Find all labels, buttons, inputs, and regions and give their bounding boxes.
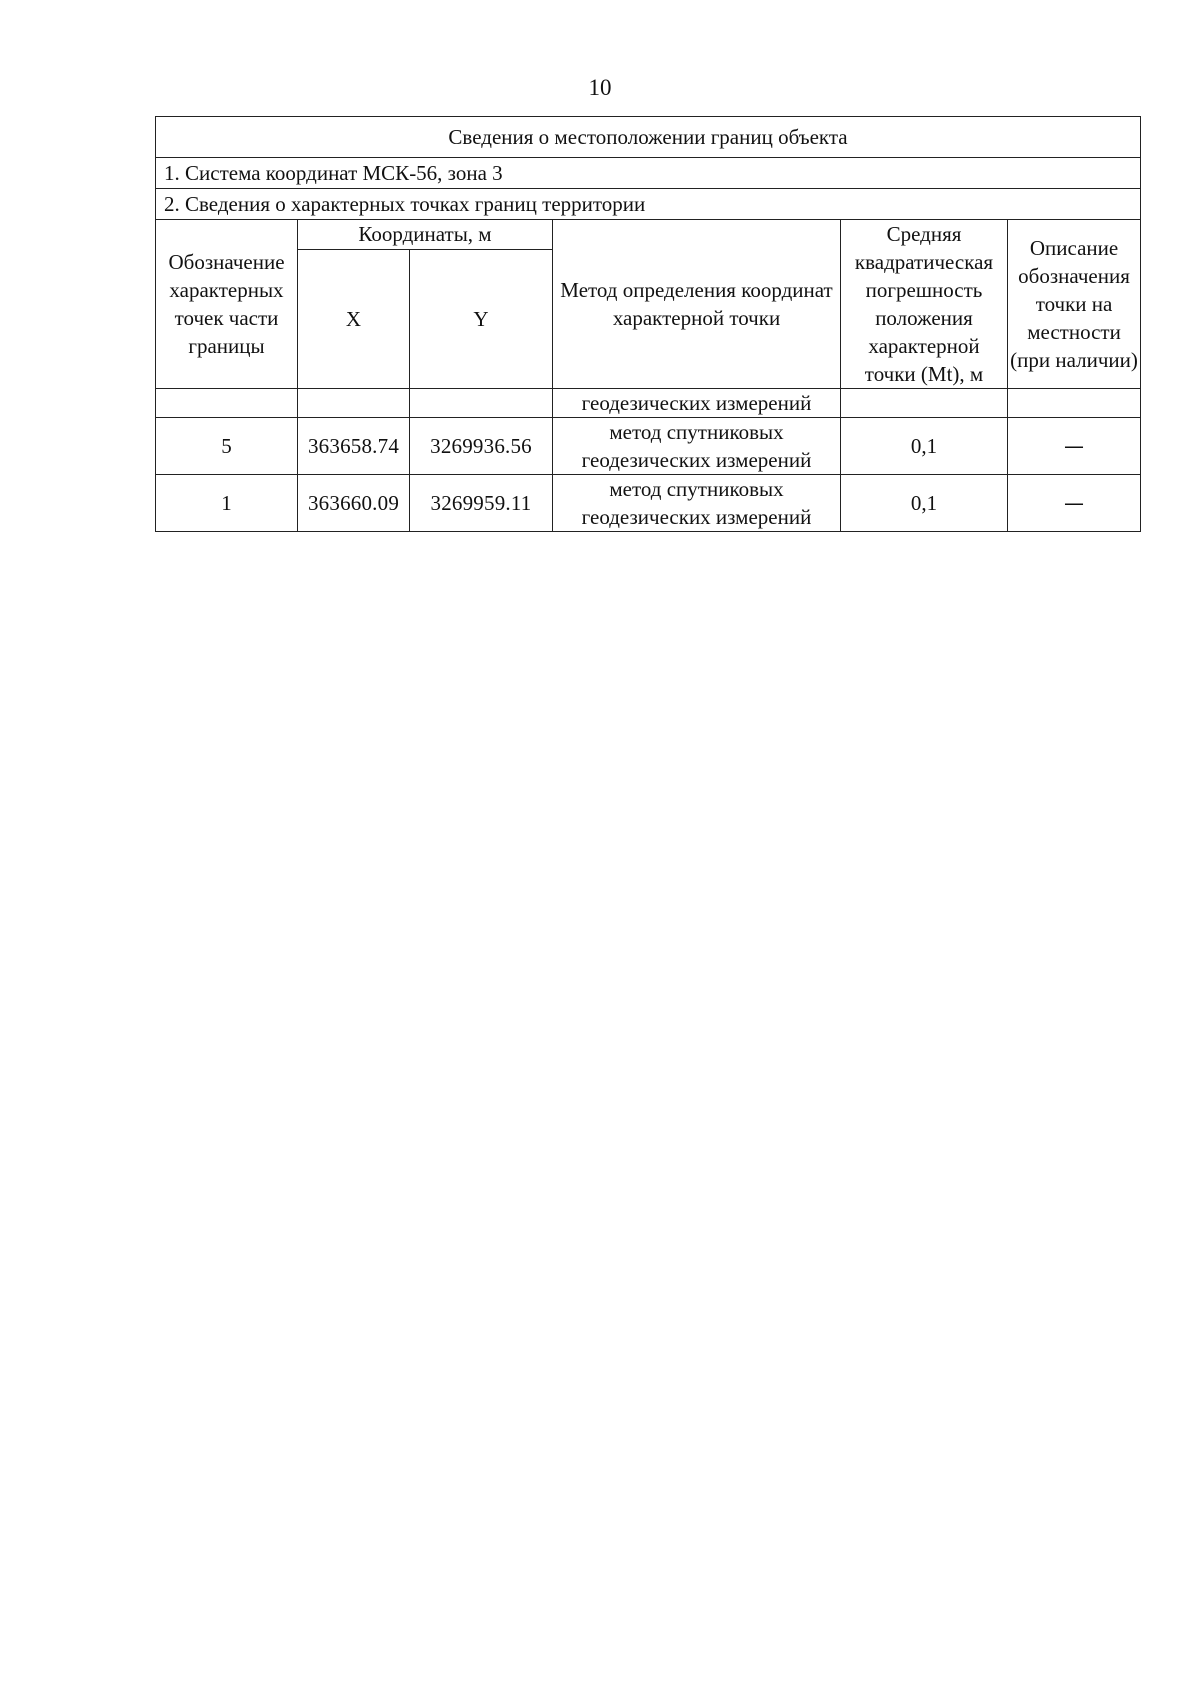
description-cell: — — [1008, 418, 1141, 475]
coordinate-y: 3269936.56 — [410, 418, 553, 475]
header-method: Метод определения координат характерной точки — [553, 220, 841, 389]
table-row — [156, 475, 1141, 532]
description-cell: — — [1008, 475, 1141, 532]
method-cell: метод спутниковых геодезических измерений — [553, 418, 841, 475]
continuation-row — [156, 389, 1141, 418]
header-error: Средняя квадратическая погрешность положения характерной точки (Mt), м — [841, 220, 1008, 389]
coordinate-x: 363660.09 — [298, 475, 410, 532]
continuation-method: геодезических измерений — [553, 389, 841, 418]
table-cell-empty — [841, 389, 1008, 418]
boundary-coordinates-table — [155, 116, 1141, 532]
header-point-designation: Обозначение характерных точек части границы — [156, 220, 298, 389]
page-number: 10 — [588, 75, 612, 100]
table-cell-empty — [298, 389, 410, 418]
coordinate-system-line: 1. Система координат МСК-56, зона 3 — [156, 158, 1141, 189]
header-y: Y — [410, 249, 553, 388]
coordinate-x: 363658.74 — [298, 418, 410, 475]
coordinate-y: 3269959.11 — [410, 475, 553, 532]
error-cell: 0,1 — [841, 418, 1008, 475]
point-number: 5 — [156, 418, 298, 475]
header-description: Описание обозначения точки на местности (при наличии) — [1008, 220, 1141, 389]
table-cell-empty — [1008, 389, 1141, 418]
header-x: X — [298, 249, 410, 388]
table-row — [156, 418, 1141, 475]
point-number: 1 — [156, 475, 298, 532]
table-cell-empty — [156, 389, 298, 418]
table-title: Сведения о местоположении границ объекта — [156, 117, 1141, 158]
header-coordinates: Координаты, м — [298, 220, 553, 250]
points-info-line: 2. Сведения о характерных точках границ территории — [156, 189, 1141, 220]
table-cell-empty — [410, 389, 553, 418]
error-cell: 0,1 — [841, 475, 1008, 532]
method-cell: метод спутниковых геодезических измерений — [553, 475, 841, 532]
